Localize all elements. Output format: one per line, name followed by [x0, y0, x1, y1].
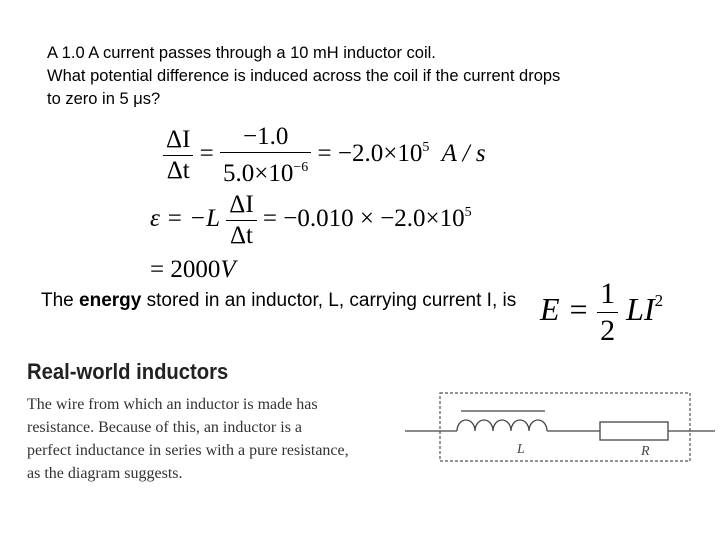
- lhs-fraction: [163, 125, 193, 186]
- resistor-label: R: [641, 444, 650, 459]
- real-world-title: Real-world inductors: [27, 359, 229, 384]
- energy-text-after: stored in an inductor, L, carrying current I, is: [141, 290, 517, 311]
- energy-bold-word: energy: [79, 290, 142, 311]
- equals-sign: =: [199, 140, 214, 168]
- rate-result-exponent: 5: [422, 140, 430, 156]
- emf-numerator: ΔI: [226, 190, 256, 221]
- energy-formula-lhs: E =: [540, 290, 590, 327]
- resistor-icon: [600, 422, 668, 440]
- real-world-line-4: as the diagram suggests.: [27, 465, 183, 482]
- rate-unit: A / s: [441, 140, 486, 168]
- emf-denominator: Δt: [229, 222, 253, 249]
- energy-text-before: The: [41, 290, 80, 311]
- rate-of-change-equation: [163, 122, 486, 189]
- rhs-denominator-exponent: −6: [293, 160, 309, 175]
- dashed-boundary: [440, 393, 690, 461]
- half-fraction: [597, 276, 618, 349]
- lhs-numerator: ΔI: [163, 125, 193, 156]
- half-numerator: 1: [597, 276, 618, 313]
- emf-equation: [150, 190, 472, 251]
- inductor-circuit-diagram: [405, 385, 715, 470]
- problem-statement: [47, 42, 687, 111]
- inductor-coil-icon: [457, 420, 547, 431]
- inductor-label: L: [517, 442, 525, 457]
- lhs-denominator: Δt: [166, 157, 190, 184]
- emf-rhs-exponent: 5: [464, 205, 472, 221]
- real-world-line-2: resistance. Because of this, an inductor is a: [27, 419, 303, 436]
- problem-line-3: [47, 88, 687, 111]
- problem-line-3-unit: μs?: [133, 90, 161, 108]
- energy-formula-exponent: 2: [654, 290, 664, 310]
- half-denominator: 2: [600, 314, 616, 347]
- real-world-body: [27, 393, 392, 485]
- rate-result: = −2.0×10: [317, 140, 423, 168]
- emf-result-value: = 2000: [150, 256, 221, 283]
- problem-line-1: A 1.0 A current passes through a 10 mH inductor coil.: [47, 44, 436, 62]
- emf-rhs: = −0.010 × −2.0×10: [262, 205, 465, 233]
- emf-lhs: ε = −L: [150, 205, 220, 233]
- real-world-line-3: perfect inductance in series with a pure resistance,: [27, 442, 349, 459]
- rhs-denominator: [220, 153, 311, 189]
- rhs-fraction: [220, 122, 311, 189]
- rhs-denominator-base: 5.0×10: [223, 160, 294, 187]
- emf-result: [150, 256, 236, 284]
- energy-formula-rhs: LI: [626, 290, 655, 327]
- problem-line-2: What potential difference is induced across the coil if the current drops: [47, 67, 561, 85]
- rhs-numerator: −1.0: [220, 122, 311, 153]
- problem-line-3-text: to zero in 5: [47, 90, 134, 108]
- real-world-line-1: The wire from which an inductor is made has: [27, 396, 318, 413]
- emf-fraction: [226, 190, 256, 251]
- energy-formula: [540, 276, 663, 349]
- emf-result-unit: V: [220, 256, 236, 283]
- energy-statement: [41, 287, 531, 315]
